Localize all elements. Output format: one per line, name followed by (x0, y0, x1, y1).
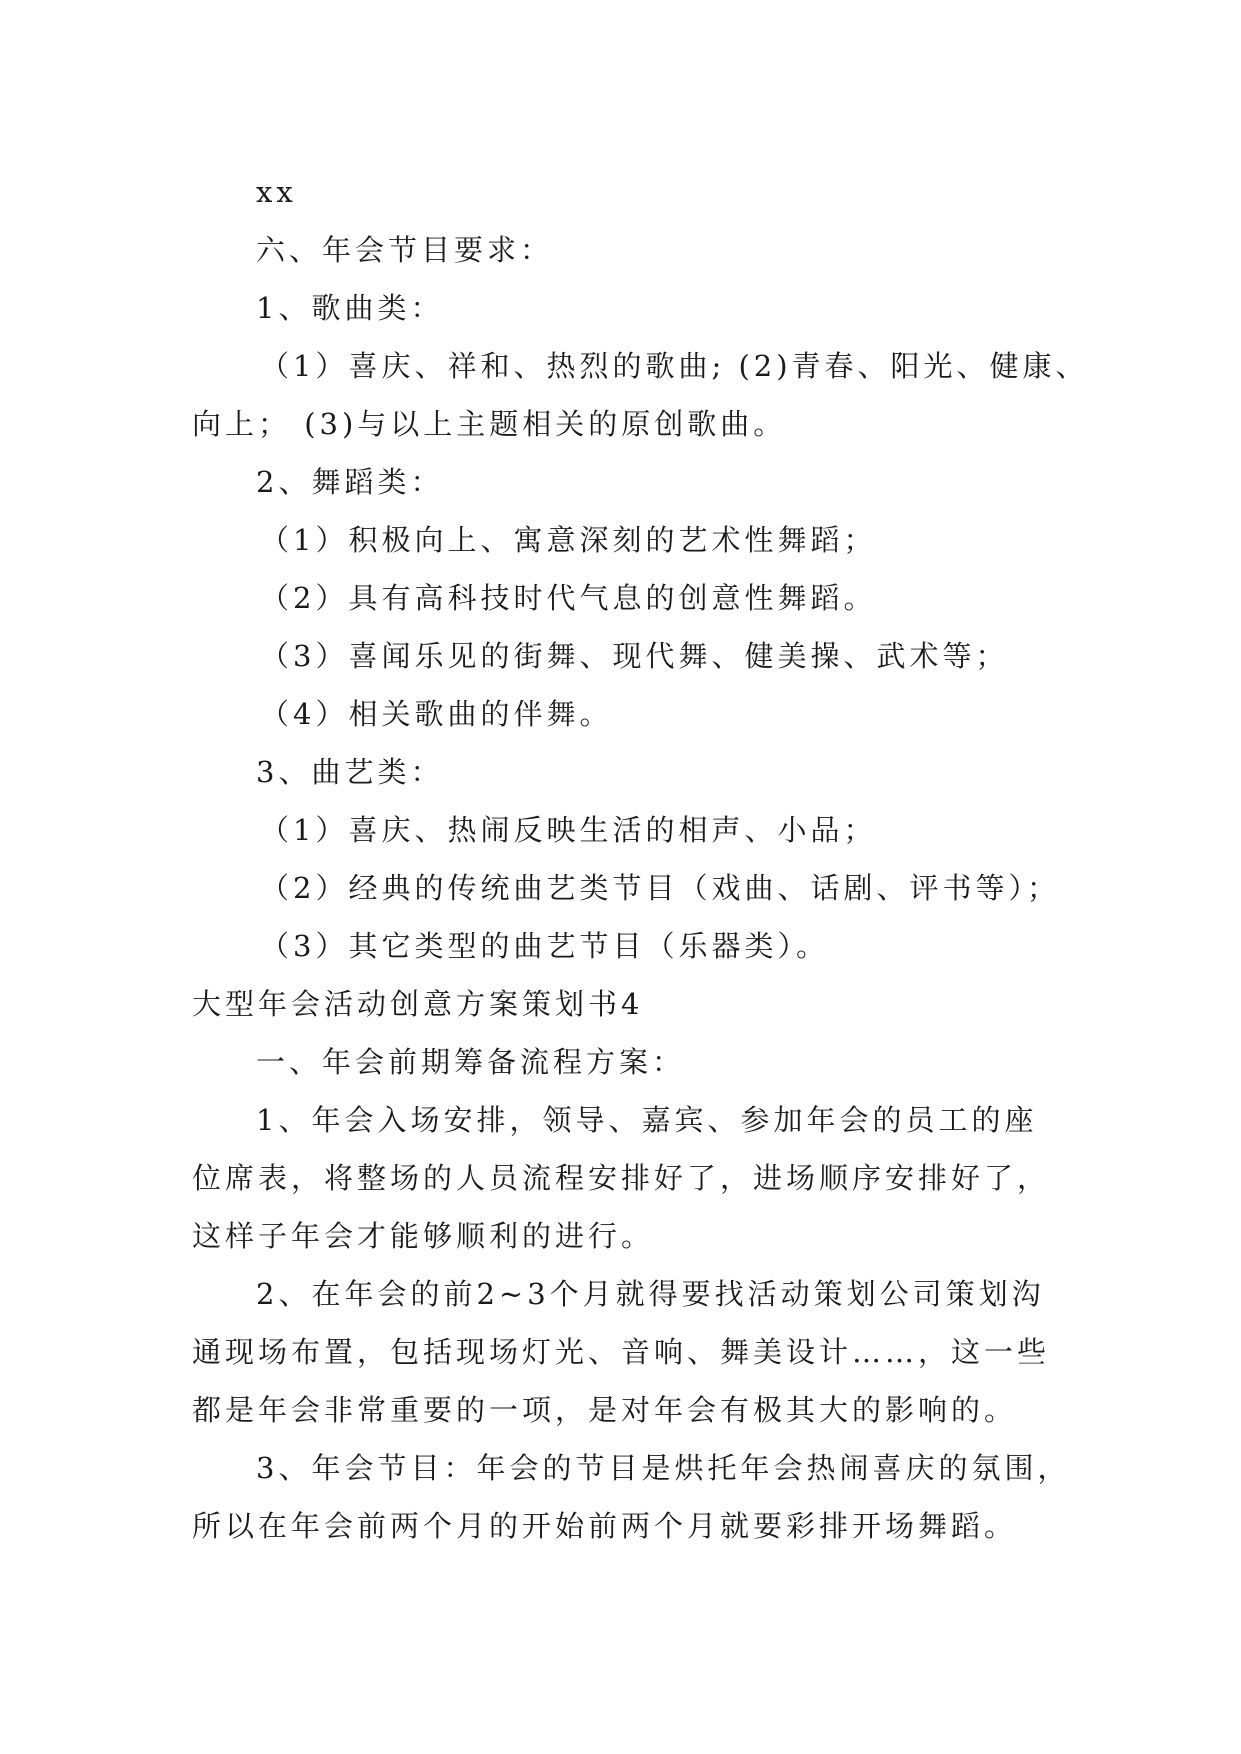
text-line-xx: xx (256, 175, 297, 209)
paragraph-3-line-2: 所以在年会前两个月的开始前两个月就要彩排开场舞蹈。 (192, 1509, 1018, 1543)
list-item-folk-2: （2）经典的传统曲艺类节目（戏曲、话剧、评书等）； (260, 871, 1060, 905)
list-item-songs-1: （1）喜庆、祥和、热烈的歌曲; (2)青春、阳光、健康、 (260, 349, 1089, 383)
document-body (192, 163, 1089, 1555)
paragraph-3-line-1: 3、年会节目：年会的节目是烘托年会热闹喜庆的氛围， (256, 1451, 1071, 1485)
document-title-plan-4: 大型年会活动创意方案策划书4 (192, 987, 644, 1021)
subheading-songs: 1、歌曲类： (256, 291, 444, 325)
paragraph-1-line-1: 1、年会入场安排，领导、嘉宾、参加年会的员工的座 (256, 1103, 1038, 1137)
paragraph-1-line-2: 位席表，将整场的人员流程安排好了，进场顺序安排好了， (192, 1161, 1051, 1195)
list-item-folk-3: （3）其它类型的曲艺节目（乐器类）。 (260, 929, 829, 963)
subheading-folk-arts: 3、曲艺类： (256, 755, 444, 789)
section-heading-preparation: 一、年会前期筹备流程方案： (256, 1045, 686, 1079)
list-item-dance-4: （4）相关歌曲的伴舞。 (260, 697, 613, 731)
list-item-dance-2: （2）具有高科技时代气息的创意性舞蹈。 (260, 581, 877, 615)
paragraph-2-line-3: 都是年会非常重要的一项，是对年会有极其大的影响的。 (192, 1393, 1018, 1427)
subheading-dance: 2、舞蹈类： (256, 465, 444, 499)
paragraph-2-line-1: 2、在年会的前2~3个月就得要找活动策划公司策划沟 (256, 1277, 1045, 1311)
paragraph-1-line-3: 这样子年会才能够顺利的进行。 (192, 1219, 655, 1253)
paragraph-2-line-2: 通现场布置，包括现场灯光、音响、舞美设计……，这一些 (192, 1335, 1051, 1369)
list-item-folk-1: （1）喜庆、热闹反映生活的相声、小品； (260, 813, 877, 847)
list-item-dance-3: （3）喜闻乐见的街舞、现代舞、健美操、武术等； (260, 639, 1009, 673)
list-item-dance-1: （1）积极向上、寓意深刻的艺术性舞蹈； (260, 523, 877, 557)
section-heading-program-requirements: 六、年会节目要求： (256, 233, 554, 267)
list-item-songs-1-cont: 向上； (3)与以上主题相关的原创歌曲。 (192, 407, 787, 441)
